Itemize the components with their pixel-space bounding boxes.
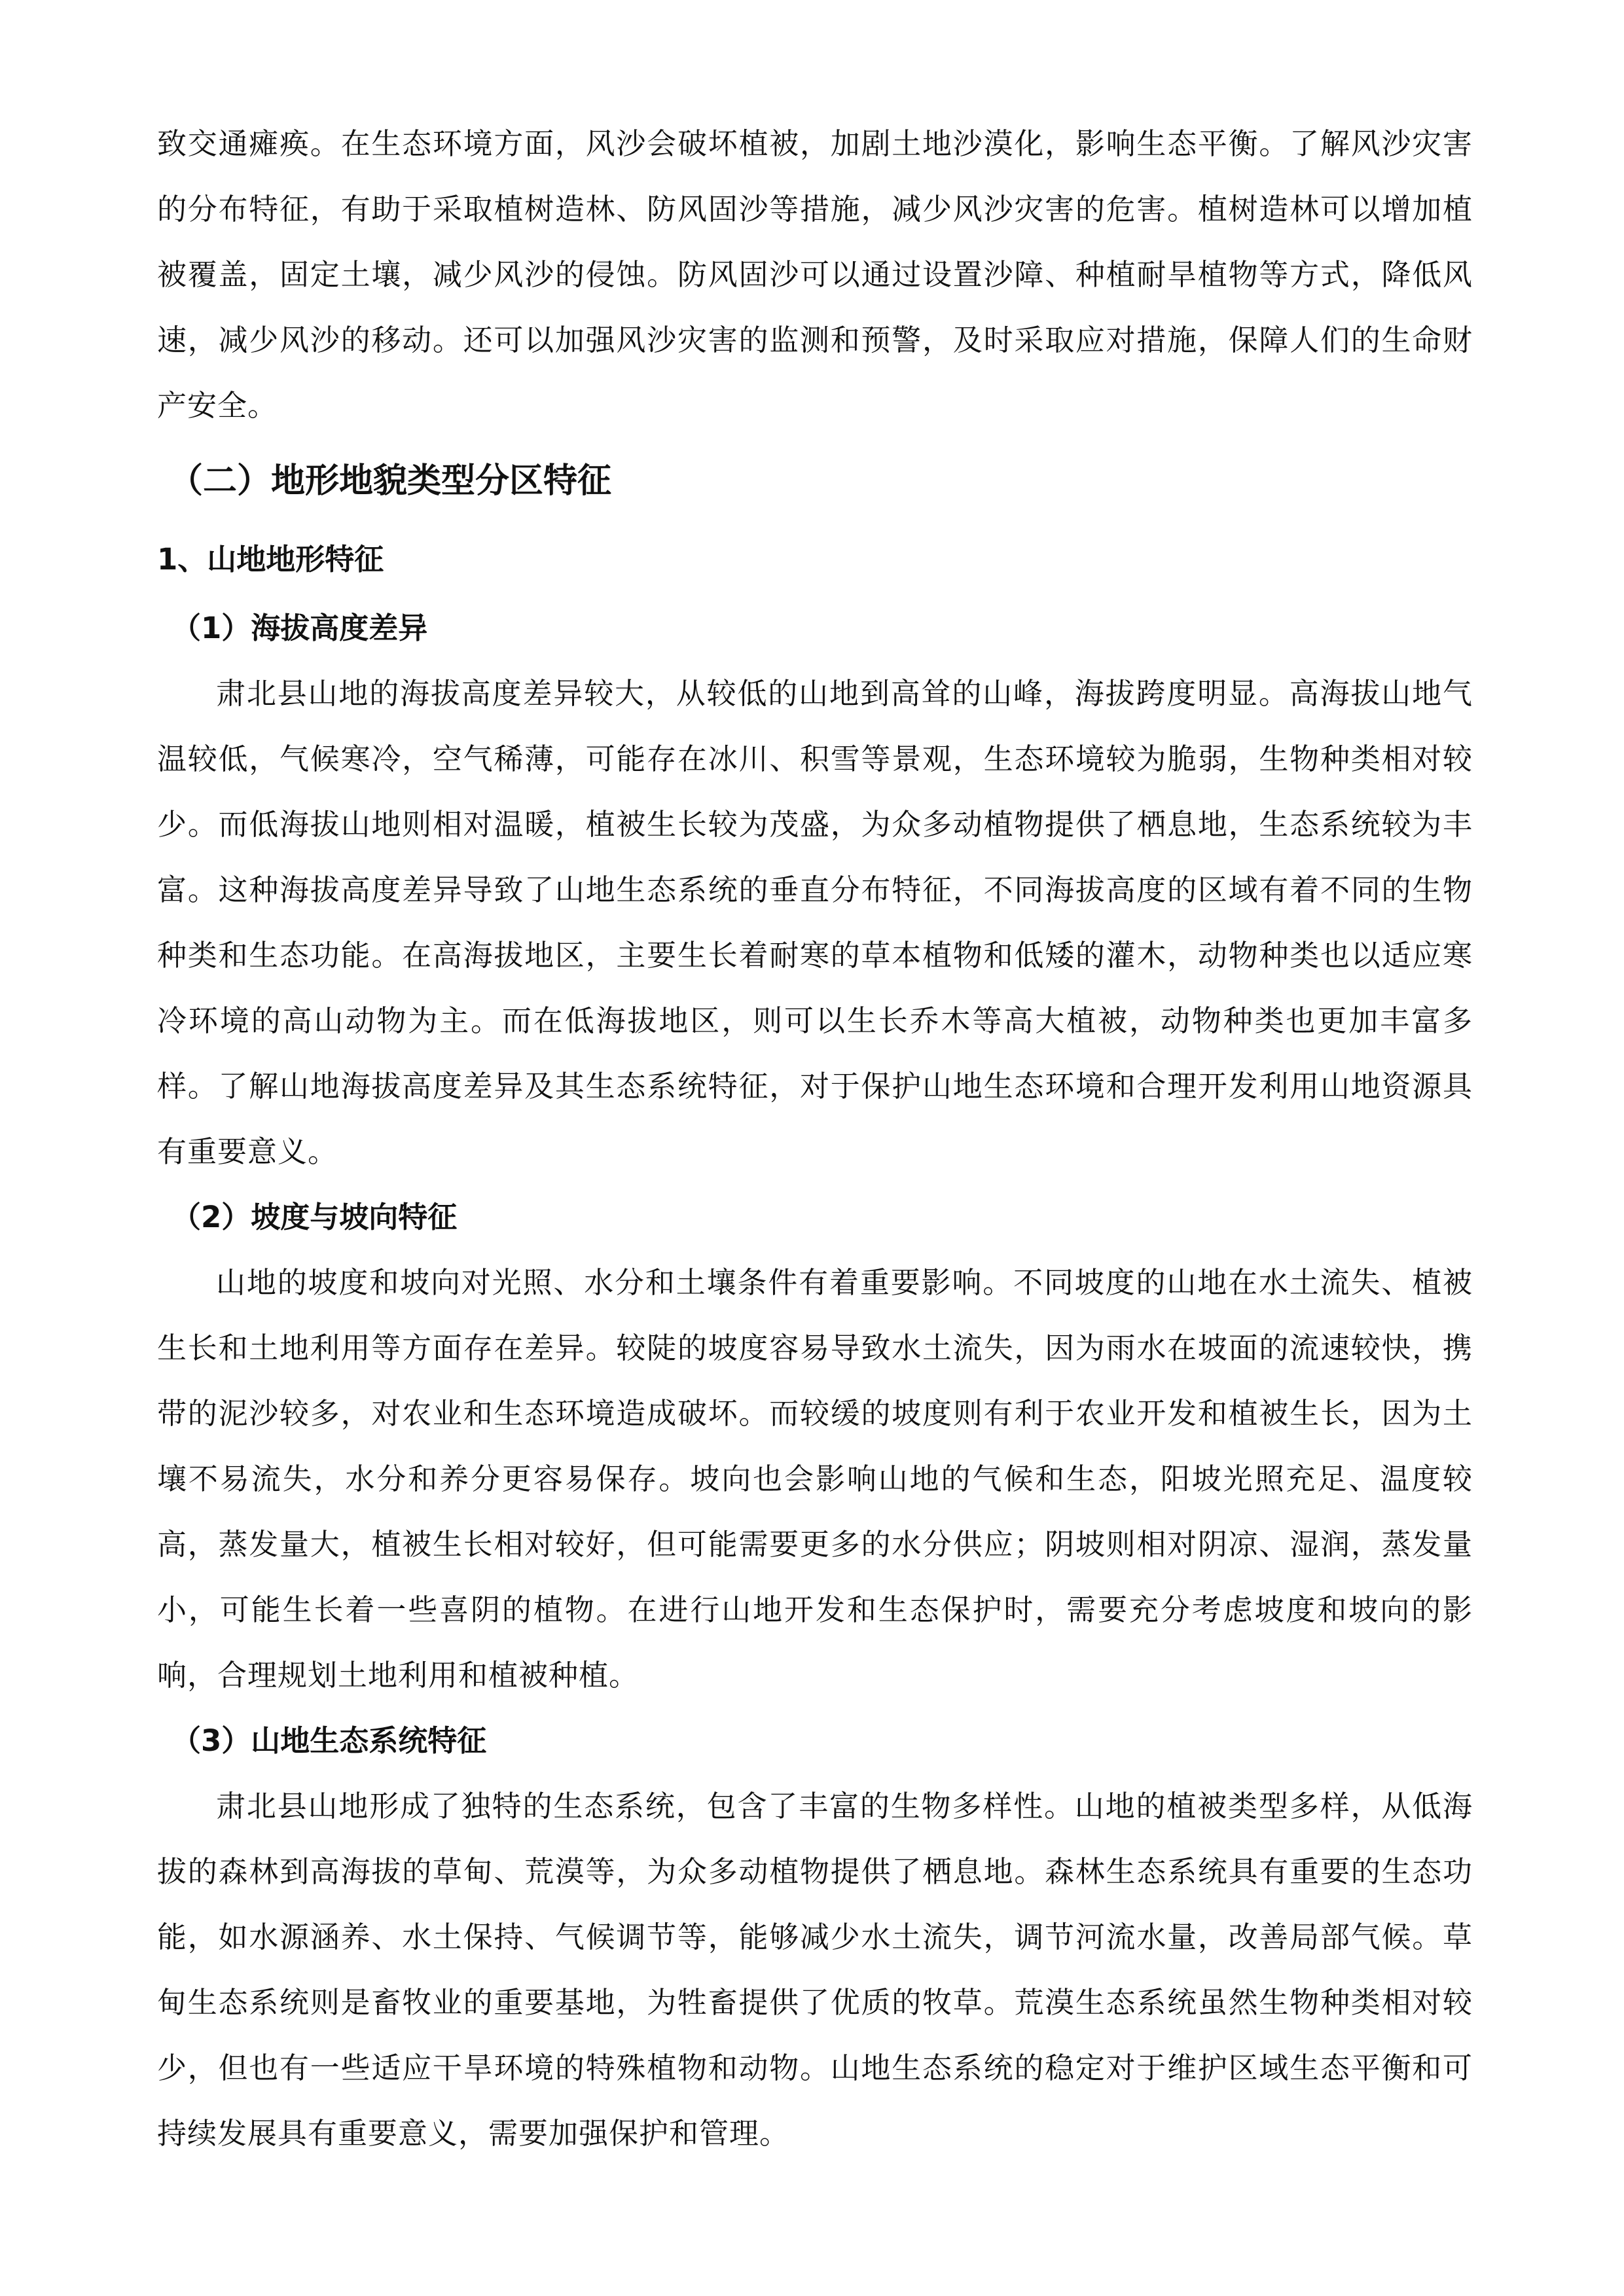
item-heading-slope: （2）坡度与坡向特征 [171,1200,458,1234]
intro-paragraph: 致交通瘫痪。在生态环境方面，风沙会破坏植被，加剧土地沙漠化，影响生态平衡。了解风沙灾害的分布特征，有助于采取植树造林、防风固沙等措施，减少风沙灾害的危害。植树造林可以增加植被覆盖，固定土壤，减少风沙的侵蚀。防风固沙可以通过设置沙障、种植耐旱植物等方式，降低风速，减少风沙的移动。还可以加强风沙灾害的监测和预警，及时采取应对措施，保障人们的生命财产安全。 [157,126,1473,423]
item-heading-altitude: （1）海拔高度差异 [171,611,428,645]
subsection-heading: 1、山地地形特征 [157,542,384,577]
section-heading: （二）地形地貌类型分区特征 [169,461,612,501]
item-paragraph-ecosystem: 肃北县山地形成了独特的生态系统，包含了丰富的生物多样性。山地的植被类型多样，从低海拔的森林到高海拔的草甸、荒漠等，为众多动植物提供了栖息地。森林生态系统具有重要的生态功能，如水源涵养、水土保持、气候调节等，能够减少水土流失，调节河流水量，改善局部气候。草甸生态系统则是畜牧业的重要基地，为牲畜提供了优质的牧草。荒漠生态系统虽然生物种类相对较少，但也有一些适应干旱环境的特殊植物和动物。山地生态系统的稳定对于维护区域生态平衡和可持续发展具有重要意义，需要加强保护和管理。 [157,1789,1473,2151]
item-paragraph-slope: 山地的坡度和坡向对光照、水分和土壤条件有着重要影响。不同坡度的山地在水土流失、植被生长和土地利用等方面存在差异。较陡的坡度容易导致水土流失，因为雨水在坡面的流速较快，携带的泥沙较多，对农业和生态环境造成破坏。而较缓的坡度则有利于农业开发和植被生长，因为土壤不易流失，水分和养分更容易保存。坡向也会影响山地的气候和生态，阳坡光照充足、温度较高，蒸发量大，植被生长相对较好，但可能需要更多的水分供应；阴坡则相对阴凉、湿润，蒸发量小，可能生长着一些喜阴的植物。在进行山地开发和生态保护时，需要充分考虑坡度和坡向的影响，合理规划土地利用和植被种植。 [157,1265,1473,1693]
item-paragraph-altitude: 肃北县山地的海拔高度差异较大，从较低的山地到高耸的山峰，海拔跨度明显。高海拔山地气温较低，气候寒冷，空气稀薄，可能存在冰川、积雪等景观，生态环境较为脆弱，生物种类相对较少。而低海拔山地则相对温暖，植被生长较为茂盛，为众多动植物提供了栖息地，生态系统较为丰富。这种海拔高度差异导致了山地生态系统的垂直分布特征，不同海拔高度的区域有着不同的生物种类和生态功能。在高海拔地区，主要生长着耐寒的草本植物和低矮的灌木，动物种类也以适应寒冷环境的高山动物为主。而在低海拔地区，则可以生长乔木等高大植被，动物种类也更加丰富多样。了解山地海拔高度差异及其生态系统特征，对于保护山地生态环境和合理开发利用山地资源具有重要意义。 [157,676,1473,1169]
document-body [157,111,1473,2166]
item-heading-ecosystem: （3）山地生态系统特征 [171,1723,487,1758]
